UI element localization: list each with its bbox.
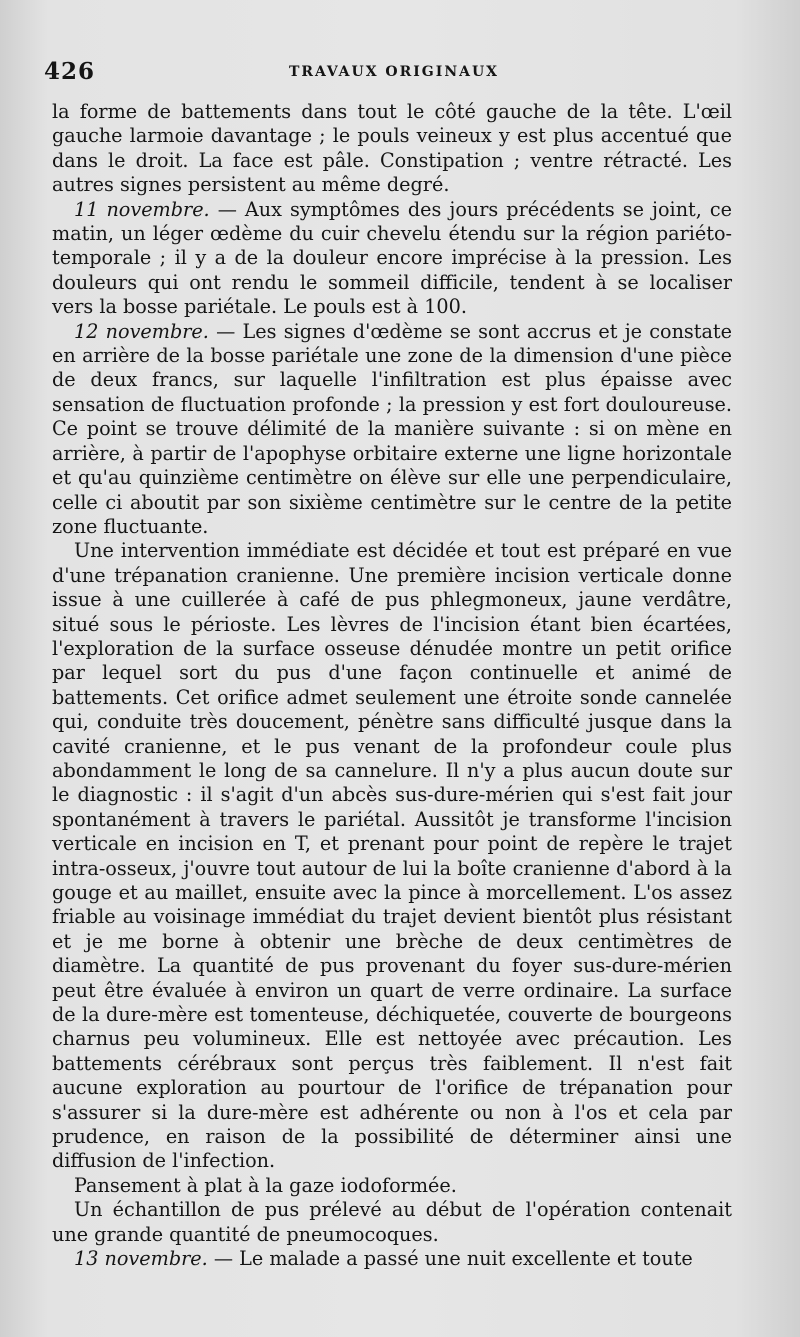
paragraph-text: la forme de battements dans tout le côté gauche de la tête. L'œil gauche larmoie davantage ; le pouls veineux y est plus accentué que dans le droit. La face est pâle. Constipation ; ventre rétracté. Les autres signes persistent au même degré. [52,100,732,197]
paragraph-text: Pansement à plat à la gaze iodoformée. [74,1173,457,1197]
paragraph-text: Un échantillon de pus prélevé au début de l'opération contenait une grande quantité de pneumocoques. [52,1198,732,1246]
entry-date: 13 novembre. [74,1247,208,1271]
paragraph-text: — Le malade a passé une nuit excellente et toute [207,1247,693,1271]
paragraph-text: — Aux symptômes des jours précédents se joint, ce matin, un léger œdème du cuir chevelu étendu sur la région pariéto-temporale ; il y a de la douleur encore imprécise à la pression. Les douleurs qui ont rendu le sommeil difficile, tendent à se localiser vers la bosse pariétale. Le pouls est à 100. [52,197,732,319]
entry-date: 11 novembre. [74,197,210,221]
running-head: TRAVAUX ORIGINAUX [288,64,500,80]
page-number: 426 [44,58,96,85]
paragraph-text: Une intervention immédiate est décidée et tout est préparé en vue d'une trépanation cranienne. Une première incision verticale donne issue à une cuillerée à café de pus phlegmoneux, jaune verdâtre, situé sous le périoste. Les lèvres de l'incision étant bien écartées, l'exploration de la surface osseuse dénudée montre un petit orifice par lequel sort du pus d'une façon continuelle et animé de battements. Cet orifice admet seulement une étroite sonde cannelée qui, conduite très doucement, pénètre sans difficulté jusque dans la cavité cranienne, et le pus venant de la profondeur coule plus abondamment le long de sa cannelure. Il n'y a plus aucun doute sur le diagnostic : il s'agit d'un abcès sus-dure-mérien qui s'est fait jour spontanément à travers le pariétal. Aussitôt je transforme l'incision verticale en incision en T, et prenant pour point de repère le trajet intra-osseux, j'ouvre tout autour de lui la boîte cranienne d'abord à la gouge et au maillet, ensuite avec la pince à morcellement. L'os assez friable au voisinage immédiat du trajet devient bientôt plus résistant et je me borne à obtenir une brèche de deux centimètres de diamètre. La quantité de pus provenant du foyer sus-dure-mérien peut être évaluée à environ un quart de verre ordinaire. La surface de la dure-mère est tomenteuse, déchiquetée, couverte de bourgeons charnus peu volumineux. Elle est nettoyée avec précaution. Les battements cérébraux sont perçus très faiblement. Il n'est fait aucune exploration au pourtour de l'orifice de trépanation pour s'assurer si la dure-mère est adhérente ou non à l'os et cela par prudence, en raison de la possibilité de déterminer ainsi une diffusion de l'infection. [52,539,732,1173]
page-header [44,58,744,88]
entry-date: 12 novembre. [74,319,209,343]
paragraph [52,198,732,320]
paragraph [52,1247,732,1271]
body-text [52,100,732,1272]
paragraph [52,320,732,540]
paragraph [52,100,732,198]
paragraph [52,1198,732,1247]
paragraph [52,539,732,1174]
paragraph [52,1174,732,1198]
paragraph-text: — Les signes d'œdème se sont accrus et je constate en arrière de la bosse pariétale une zone de la dimension d'une pièce de deux francs, sur laquelle l'infiltration est plus épaisse avec sensation de fluctuation profonde ; la pression y est fort douloureuse. Ce point se trouve délimité de la manière suivante : si on mène en arrière, à partir de l'apophyse orbitaire externe une ligne horizontale et qu'au quinzième centimètre on élève sur elle une perpendiculaire, celle ci aboutit par son sixième centimètre sur le centre de la petite zone fluctuante. [52,319,732,538]
